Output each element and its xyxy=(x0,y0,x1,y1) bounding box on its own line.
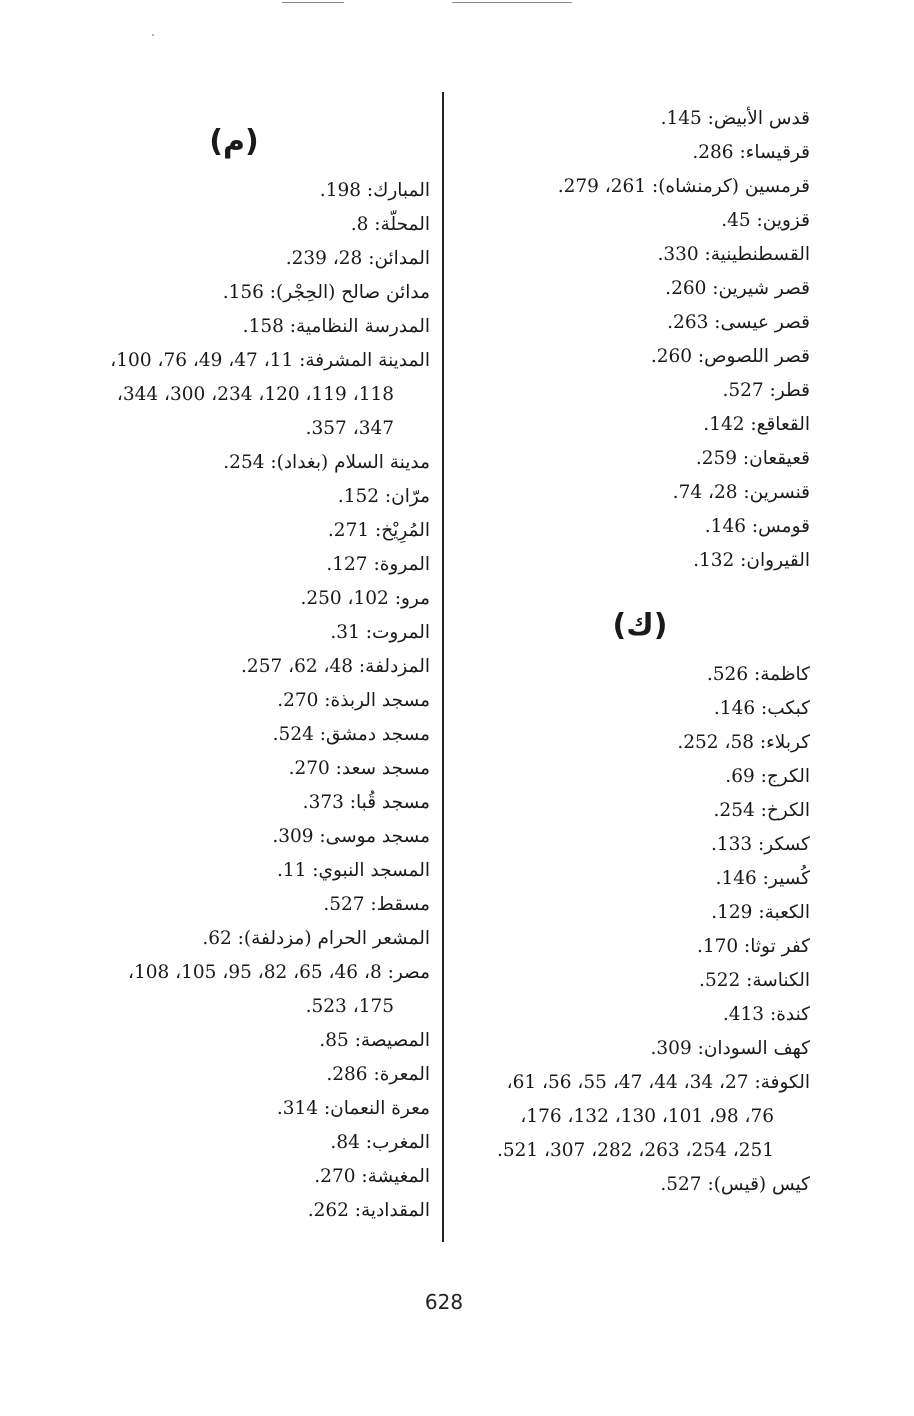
index-entry: كسكر: 133. xyxy=(710,834,810,855)
index-entry: مدائن صالح (الحِجْر): 156. xyxy=(222,282,430,303)
index-entry: قعيقعان: 259. xyxy=(695,448,810,469)
page-number: 628 xyxy=(424,1290,464,1314)
index-entry: المعرة: 286. xyxy=(326,1064,430,1085)
header-rule-left xyxy=(282,2,344,3)
index-entry: مسقط: 527. xyxy=(323,894,430,915)
index-entry-continuation: 347، 357. xyxy=(305,418,394,439)
index-entry: قزوين: 45. xyxy=(721,210,810,231)
index-entry-continuation: 175، 523. xyxy=(305,996,394,1017)
index-entry: قنسرين: 28، 74. xyxy=(672,482,810,503)
section-heading-kaf: (ك) xyxy=(612,608,668,643)
index-entry: الكعبة: 129. xyxy=(711,902,810,923)
index-entry: المزدلفة: 48، 62، 257. xyxy=(241,656,430,677)
index-entry: كهف السودان: 309. xyxy=(650,1038,810,1059)
index-entry: كُسير: 146. xyxy=(715,868,810,889)
index-entry: كبكب: 146. xyxy=(713,698,810,719)
index-entry: كربلاء: 58، 252. xyxy=(677,732,810,753)
index-entry: مسجد موسى: 309. xyxy=(272,826,430,847)
index-entry-continuation: 76، 98، 101، 130، 132، 176، xyxy=(520,1106,774,1127)
index-entry-continuation: 251، 254، 263، 282، 307، 521. xyxy=(496,1140,774,1161)
index-entry: المدرسة النظامية: 158. xyxy=(242,316,430,337)
index-entry: مسجد دمشق: 524. xyxy=(272,724,430,745)
scan-speck xyxy=(152,34,154,36)
index-entry: قطر: 527. xyxy=(722,380,810,401)
index-entry: قصر عيسى: 263. xyxy=(667,312,810,333)
index-entry: الكرج: 69. xyxy=(725,766,810,787)
index-entry: قصر شيرين: 260. xyxy=(665,278,810,299)
index-entry: المحلّة: 8. xyxy=(350,214,430,235)
column-divider xyxy=(442,92,444,1242)
index-entry: الكوفة: 27، 34، 44، 47، 55، 56، 61، xyxy=(506,1072,810,1093)
index-entry: الكرخ: 254. xyxy=(713,800,810,821)
index-column-left xyxy=(68,116,430,1228)
index-entry: المشعر الحرام (مزدلفة): 62. xyxy=(202,928,430,949)
index-entry: المدينة المشرفة: 11، 47، 49، 76، 100، xyxy=(110,350,430,371)
index-entry: قصر اللصوص: 260. xyxy=(650,346,810,367)
index-entry-continuation: 118، 119، 120، 234، 300، 344، xyxy=(116,384,394,405)
index-entry: المُرِيْخ: 271. xyxy=(327,520,430,541)
index-entry: القعاقع: 142. xyxy=(703,414,810,435)
index-entry: قرقيساء: 286. xyxy=(692,142,810,163)
index-entry: مسجد الربذة: 270. xyxy=(277,690,430,711)
index-entry: القيروان: 132. xyxy=(693,550,810,571)
index-entry: قدس الأبيض: 145. xyxy=(660,108,810,129)
index-entry: المروت: 31. xyxy=(330,622,430,643)
index-entry: المسجد النبوي: 11. xyxy=(276,860,430,881)
index-entry: المغرب: 84. xyxy=(330,1132,430,1153)
section-heading-mim: (م) xyxy=(209,124,259,159)
index-entry: كندة: 413. xyxy=(722,1004,810,1025)
index-entry: المروة: 127. xyxy=(326,554,430,575)
index-entry: معرة النعمان: 314. xyxy=(276,1098,430,1119)
index-entry: المغيشة: 270. xyxy=(314,1166,430,1187)
index-entry: قرمسين (كرمنشاه): 261، 279. xyxy=(557,176,810,197)
index-entry: المصيصة: 85. xyxy=(319,1030,430,1051)
index-entry: المدائن: 28، 239. xyxy=(285,248,430,269)
index-entry: المقدادية: 262. xyxy=(307,1200,430,1221)
index-entry: قومس: 146. xyxy=(704,516,810,537)
index-entry: كيس (قيس): 527. xyxy=(660,1174,810,1195)
index-entry: مسجد قُبا: 373. xyxy=(302,792,430,813)
entry-list-kaf xyxy=(450,658,810,1202)
index-entry: المبارك: 198. xyxy=(319,180,430,201)
entry-list-qaf xyxy=(450,102,810,578)
header-rule-right xyxy=(452,2,572,3)
entry-list-mim xyxy=(68,174,430,1228)
index-entry: مسجد سعد: 270. xyxy=(288,758,430,779)
index-entry: مدينة السلام (بغداد): 254. xyxy=(223,452,430,473)
index-entry: مرّان: 152. xyxy=(337,486,430,507)
index-entry: مصر: 8، 46، 65، 82، 95، 105، 108، xyxy=(127,962,430,983)
index-entry: كاظمة: 526. xyxy=(706,664,810,685)
index-entry: كفر توثا: 170. xyxy=(696,936,810,957)
index-column-right xyxy=(450,102,810,1202)
index-entry: مرو: 102، 250. xyxy=(300,588,430,609)
index-entry: القسطنطينية: 330. xyxy=(657,244,810,265)
index-entry: الكناسة: 522. xyxy=(699,970,810,991)
